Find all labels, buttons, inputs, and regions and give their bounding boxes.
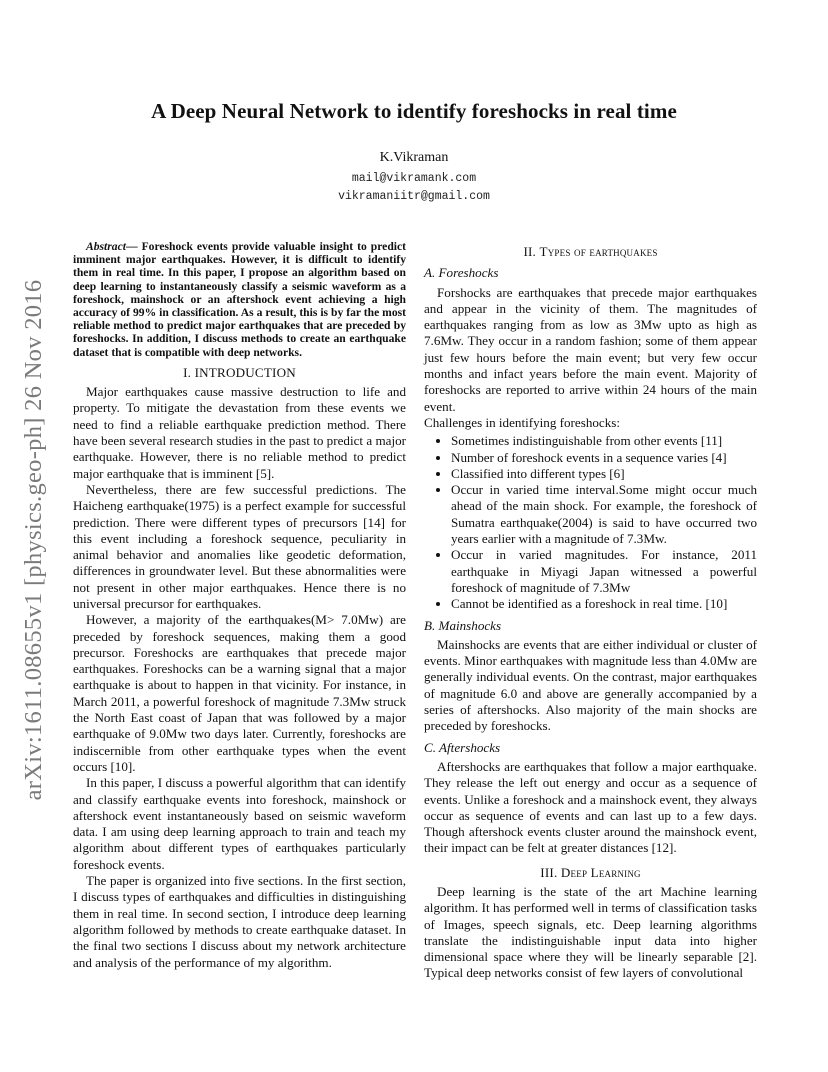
intro-paragraph-5: The paper is organized into five sections. In the first section, I discuss types of earthquakes and difficulties in distinguishing them in real time. In second section, I introduce deep learning algorithm followed by methods to create earthquake dataset. In the final two sections I discuss about my network architecture and analysis of the performance of my algorithm. bbox=[73, 873, 406, 970]
arxiv-identifier-text: arXiv:1611.08655v1 [physics.geo-ph] 26 Nov 2016 bbox=[20, 279, 47, 801]
list-item: • Sometimes indistinguishable from other events [11] bbox=[451, 433, 757, 449]
intro-paragraph-4: In this paper, I discuss a powerful algorithm that can identify and classify earthquake events into foreshock, mainshock or aftershock event instantaneously based on seismic waveform data. I am using deep learning approach to train and teach my algorithm about different types of earthquakes particularly foreshock events. bbox=[73, 775, 406, 872]
subsection-foreshocks: A. Foreshocks bbox=[424, 265, 499, 281]
abstract: Abstract— Foreshock events provide valuable insight to predict imminent major earthquakes. However, it is difficult to identify them in real time. In this paper, I propose an algorithm based on deep learning to instantaneously classify a seismic waveform as a foreshock, mainshock or an aftershock event achieving a high accuracy of 99% in classification. As a result, this is by far the most reliable method to predict major earthquakes that are preceded by foreshocks. In addition, I discuss methods to create an earthquake dataset that is compatible with deep networks. bbox=[73, 240, 406, 359]
author-email-1: mail@vikramank.com bbox=[351, 172, 477, 185]
author-name: K.Vikraman bbox=[379, 150, 449, 165]
section-title: INTRODUCTION bbox=[194, 364, 296, 380]
subsection-mainshocks: B. Mainshocks bbox=[424, 617, 502, 633]
section-title: Deep Learning bbox=[560, 864, 641, 880]
foreshocks-paragraph: Forshocks are earthquakes that precede major earthquakes and appear in the vicinity of them. The magnitudes of earthquakes ranging from as low as 3Mw upto as high as 7.6Mw. They occur in a random fashion; some of them appear just few hours before the main event; but very few occur months and infact years before the main event. Majority of foreshocks are reported to arrive within 24 hours of the main event. bbox=[424, 284, 757, 414]
paper-title: A Deep Neural Network to identify foreshocks in real time bbox=[151, 99, 677, 123]
section-heading-types bbox=[424, 244, 757, 260]
section-number: II. bbox=[523, 244, 537, 259]
abstract-text: Foreshock events provide valuable insight to predict imminent major earthquakes. However, it is difficult to identify them in real time. In this paper, I propose an algorithm based on deep learning to instantaneously classify a seismic waveform as a foreshock, mainshock or an aftershock event achieving a high accuracy of 99% in classification. As a result, this is by far the most reliable method to predict major earthquakes that are preceded by foreshocks. In addition, I discuss methods to create an earthquake dataset that is compatible with deep networks. bbox=[73, 240, 406, 359]
abstract-label: Abstract bbox=[86, 240, 126, 253]
list-item: • Number of foreshock events in a sequence varies [4] bbox=[451, 450, 757, 466]
challenges-list bbox=[424, 433, 757, 612]
list-item: • Occur in varied time interval.Some might occur much ahead of the main shock. For example, the foreshock of Sumatra earthquake(2004) is said to have occurred two years earlier with a magnitude of 7.3Mw. bbox=[451, 482, 757, 547]
deep-learning-paragraph: Deep learning is the state of the art Machine learning algorithm. It has performed well in terms of classification tasks of Images, speech signals, etc. Deep learning algorithms translate the indistinguishable input data into higher dimensional space where they will be linearly separable [2]. Typical deep networks consist of few layers of convolutional bbox=[424, 883, 757, 981]
section-heading-introduction bbox=[73, 365, 406, 381]
right-column bbox=[424, 240, 757, 982]
subsection-aftershocks: C. Aftershocks bbox=[424, 739, 501, 755]
section-number: I. bbox=[183, 364, 192, 380]
left-column bbox=[73, 240, 406, 971]
list-item: • Classified into different types [6] bbox=[451, 466, 757, 482]
list-item: • Cannot be identified as a foreshock in real time. [10] bbox=[451, 596, 757, 612]
arxiv-identifier bbox=[14, 240, 54, 840]
section-number: III. bbox=[540, 864, 558, 880]
challenges-intro: Challenges in identifying foreshocks: bbox=[424, 414, 621, 430]
intro-paragraph-2: Nevertheless, there are few successful predictions. The Haicheng earthquake(1975) is a perfect example for successful prediction. There were different types of precursors [14] for this event including a foreshock sequence, peculiarity in animal behavior and anomalies like geodetic deformation, differences in groundwater level. But these abnormalities were not present in other major earthquakes. Hence there is no universal precursor for earthquakes. bbox=[73, 481, 406, 611]
author-email-2: vikramaniitr@gmail.com bbox=[338, 190, 490, 203]
section-title: Types of earthquakes bbox=[539, 244, 658, 259]
list-item: • Occur in varied magnitudes. For instance, 2011 earthquake in Miyagi Japan witnessed a powerful foreshock of magnitude of 7.3Mw bbox=[451, 547, 757, 596]
intro-paragraph-1: Major earthquakes cause massive destruction to life and property. To mitigate the devastation from these events we need to find a reliable earthquake prediction method. There have been several research studies in the past to predict a major earthquake. However, there is no reliable method to predict major earthquake that is imminent [5]. bbox=[73, 384, 406, 481]
aftershocks-paragraph: Aftershocks are earthquakes that follow a major earthquake. They release the left out energy and occur as a sequence of events. Unlike a foreshock and a mainshock event, they always occur as sequence of events and can last up to a few days. Though aftershock events cluster around the mainshock event, their impact can be felt at greater distances [12]. bbox=[424, 758, 757, 856]
mainshocks-paragraph: Mainshocks are events that are either individual or cluster of events. Minor earthquakes with magnitude less than 4.0Mw are generally individual events. On the contrast, major earthquakes of magnitude 6.0 and above are generally accompanied by a series of aftershocks. Also majority of the main shocks are preceded by foreshocks. bbox=[424, 636, 757, 734]
section-heading-deep-learning bbox=[424, 865, 757, 881]
intro-paragraph-3: However, a majority of the earthquakes(M> 7.0Mw) are preceded by foreshock sequences, making them a good precursor. Foreshocks are earthquakes that precede major earthquakes. Foreshocks can be a warning signal that a major earthquake is about to happen in that vicinity. For instance, in March 2011, a powerful foreshock of magnitude 7.3Mw struck the North East coast of Japan that was followed by a major earthquake of 9.0Mw two days later. Currently, foreshocks are indiscernible from other earthquake types when the event occurs [10]. bbox=[73, 612, 406, 774]
